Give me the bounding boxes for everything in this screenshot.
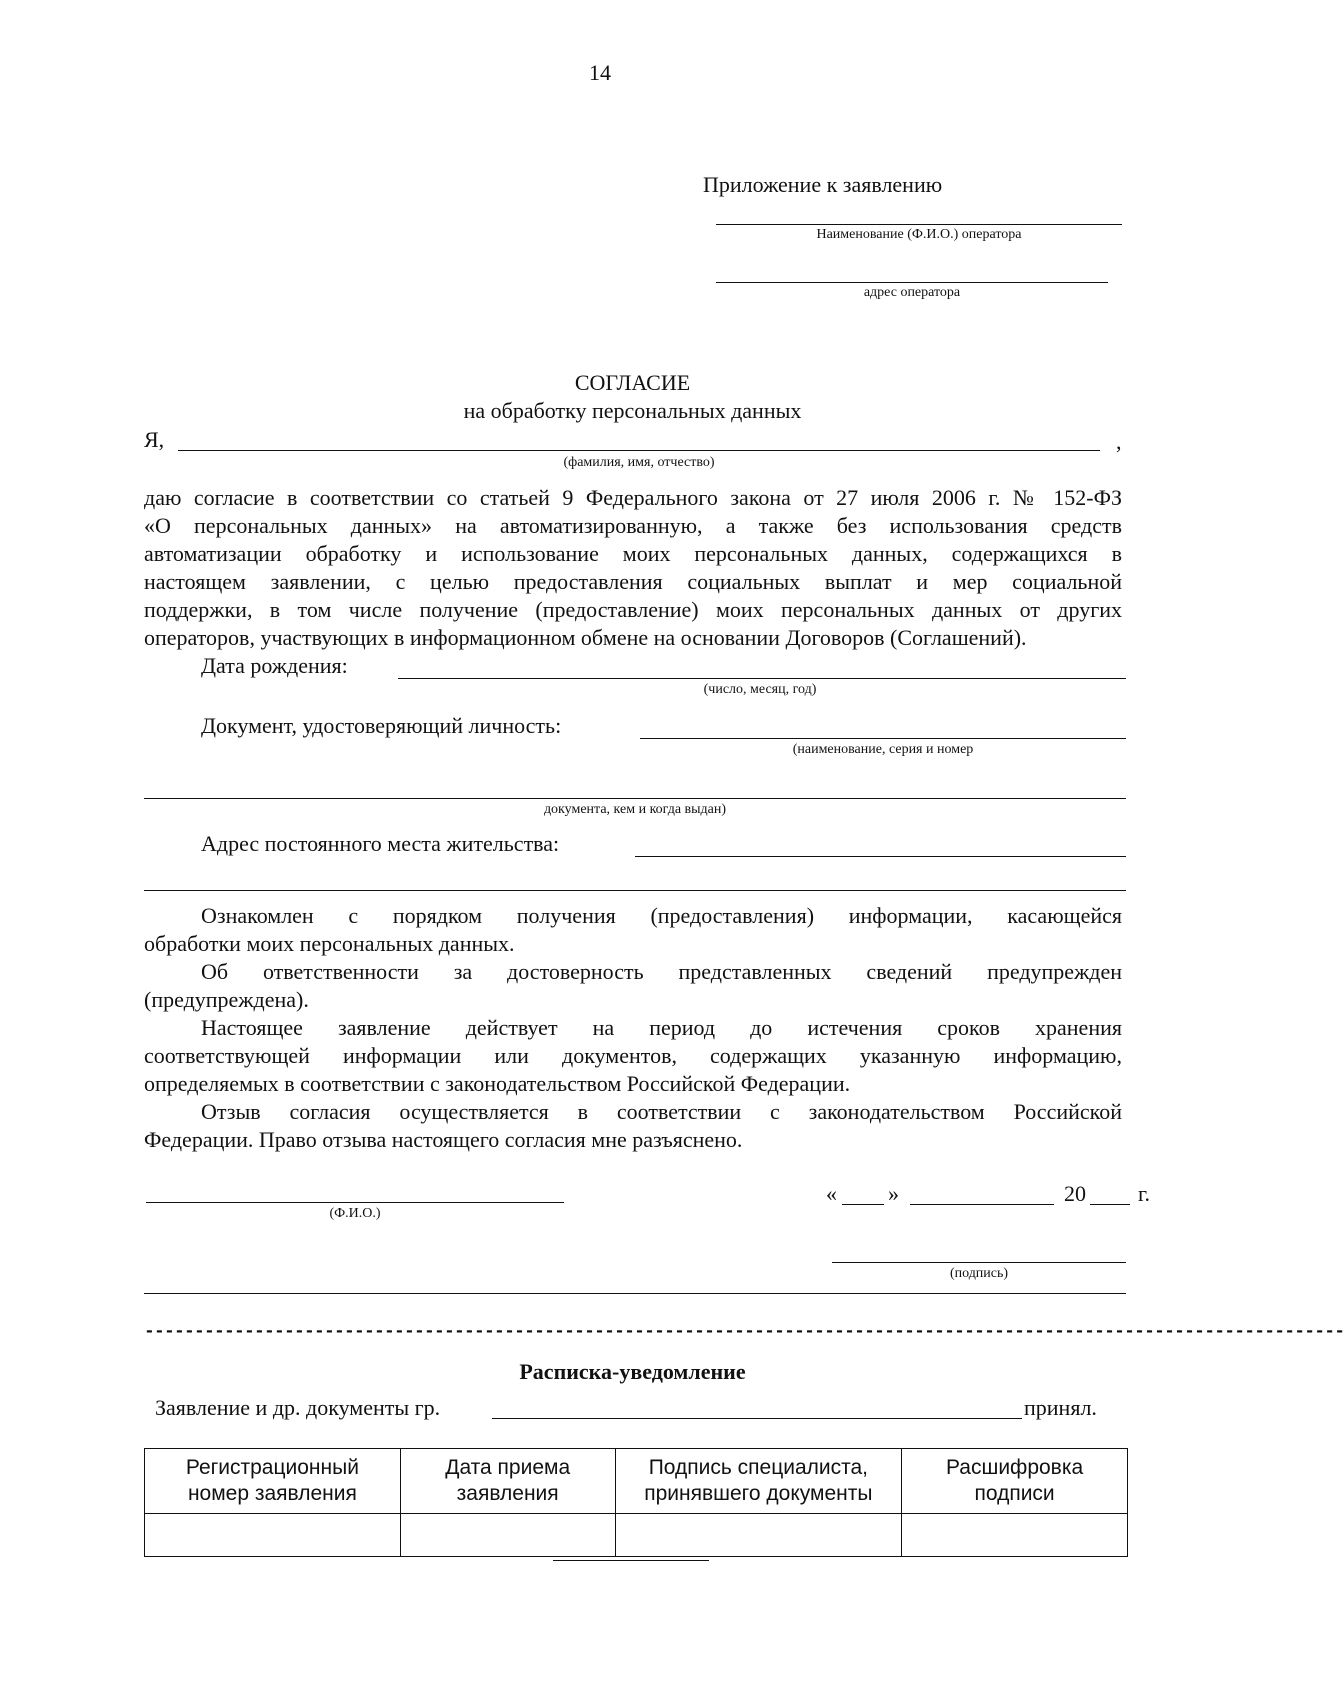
receipt-accepted-prefix: Заявление и др. документы гр. bbox=[155, 1395, 441, 1420]
table-header-row bbox=[145, 1449, 1128, 1514]
date-year-line[interactable] bbox=[1090, 1204, 1130, 1205]
paragraph-validity: Настоящее заявление действует на период до истечения сроков хранения bbox=[201, 1015, 1122, 1040]
receipt-accepted-suffix: принял. bbox=[1024, 1395, 1097, 1420]
footer-rule bbox=[553, 1560, 709, 1561]
paragraph-withdrawal: Отзыв согласия осуществляется в соответствии с законодательством Российской bbox=[201, 1099, 1122, 1124]
operator-name-caption: Наименование (Ф.И.О.) оператора bbox=[816, 227, 1022, 242]
appendix-label: Приложение к заявлению bbox=[703, 172, 943, 197]
address-line[interactable] bbox=[635, 856, 1126, 857]
date-quote-open: « bbox=[826, 1181, 837, 1206]
header-text: подписи bbox=[974, 1482, 1055, 1505]
document-subtitle: на обработку персональных данных bbox=[463, 398, 802, 423]
id-doc-line[interactable] bbox=[640, 738, 1126, 739]
header-cell-registration-number bbox=[145, 1449, 401, 1514]
cut-separator: ------------------------------------------------------------------------------------------------------------------------ bbox=[144, 1322, 1344, 1342]
paragraph-familiarized: Ознакомлен с порядком получения (предоставления) информации, касающейся bbox=[201, 903, 1122, 928]
document-title: СОГЛАСИЕ bbox=[574, 370, 691, 395]
table-cell-signature-transcript[interactable] bbox=[902, 1514, 1128, 1557]
header-cell-signature-transcript bbox=[902, 1449, 1128, 1514]
table-row bbox=[145, 1514, 1128, 1557]
id-doc-caption-2: документа, кем и когда выдан) bbox=[543, 802, 727, 817]
birth-date-label: Дата рождения: bbox=[201, 653, 348, 678]
id-doc-label: Документ, удостоверяющий личность: bbox=[201, 713, 562, 738]
page-number: 14 bbox=[589, 60, 611, 85]
table-cell-specialist-signature[interactable] bbox=[615, 1514, 902, 1557]
date-year-prefix: 20 bbox=[1064, 1181, 1086, 1206]
paragraph-validity-cont: соответствующей информации или документов, содержащих указанную информацию, bbox=[144, 1043, 1122, 1068]
signer-fio-line[interactable] bbox=[146, 1202, 564, 1203]
fio-line[interactable] bbox=[178, 450, 1100, 451]
operator-name-line[interactable] bbox=[716, 224, 1122, 225]
header-text: Подпись специалиста, bbox=[648, 1456, 869, 1479]
header-text: заявления bbox=[456, 1482, 559, 1505]
id-doc-line-2[interactable] bbox=[144, 798, 1126, 799]
consent-line: даю согласие в соответствии со статьей 9 Федерального закона от 27 июля 2006 г. № 152-ФЗ bbox=[144, 485, 1122, 510]
paragraph-responsibility-cont: (предупреждена). bbox=[144, 987, 309, 1012]
header-text: Расшифровка bbox=[945, 1456, 1084, 1479]
paragraph-withdrawal-cont: Федерации. Право отзыва настоящего согласия мне разъяснено. bbox=[144, 1127, 743, 1152]
id-doc-caption-1: (наименование, серия и номер bbox=[792, 742, 974, 757]
table-cell-receipt-date[interactable] bbox=[400, 1514, 615, 1557]
header-text: принявшего документы bbox=[644, 1482, 873, 1505]
birth-date-line[interactable] bbox=[398, 678, 1126, 679]
fio-caption: (фамилия, имя, отчество) bbox=[563, 455, 715, 470]
header-cell-specialist-signature bbox=[615, 1449, 902, 1514]
consent-line: «О персональных данных» на автоматизированную, а также без использования средств bbox=[144, 513, 1122, 538]
header-text: Дата приема bbox=[445, 1456, 571, 1479]
signature-line[interactable] bbox=[832, 1262, 1126, 1263]
i-label: Я, bbox=[144, 427, 165, 452]
registration-table bbox=[144, 1448, 1128, 1557]
fio-comma: , bbox=[1116, 429, 1122, 454]
consent-line: настоящем заявлении, с целью предоставления социальных выплат и мер социальной bbox=[144, 569, 1122, 594]
date-quote-close: » bbox=[888, 1181, 899, 1206]
date-month-line[interactable] bbox=[910, 1204, 1054, 1205]
consent-line: автоматизации обработку и использование моих персональных данных, содержащихся в bbox=[144, 541, 1122, 566]
receipt-title: Расписка-уведомление bbox=[519, 1359, 746, 1384]
signer-fio-caption: (Ф.И.О.) bbox=[329, 1206, 381, 1221]
header-text: Регистрационный bbox=[185, 1456, 359, 1479]
consent-last-line: операторов, участвующих в информационном обмене на основании Договоров (Соглашений). bbox=[144, 625, 1027, 650]
signature-caption: (подпись) bbox=[949, 1266, 1009, 1281]
receipt-citizen-line[interactable] bbox=[492, 1418, 1022, 1419]
header-text: номер заявления bbox=[187, 1482, 357, 1505]
header-cell-receipt-date bbox=[400, 1449, 615, 1514]
address-line-2[interactable] bbox=[144, 890, 1126, 891]
signature-bottom-rule bbox=[144, 1293, 1126, 1294]
address-label: Адрес постоянного места жительства: bbox=[201, 831, 560, 856]
birth-date-caption: (число, месяц, год) bbox=[703, 682, 817, 697]
date-year-suffix: г. bbox=[1138, 1181, 1151, 1206]
operator-address-line[interactable] bbox=[716, 282, 1108, 283]
table-cell-registration-number[interactable] bbox=[145, 1514, 401, 1557]
date-day-line[interactable] bbox=[842, 1204, 884, 1205]
paragraph-validity-end: определяемых в соответствии с законодательством Российской Федерации. bbox=[144, 1071, 851, 1096]
consent-line: поддержки, в том числе получение (предоставление) моих персональных данных от других bbox=[144, 597, 1122, 622]
operator-address-caption: адрес оператора bbox=[863, 285, 961, 300]
paragraph-responsibility: Об ответственности за достоверность представленных сведений предупрежден bbox=[201, 959, 1122, 984]
paragraph-familiarized-cont: обработки моих персональных данных. bbox=[144, 931, 515, 956]
